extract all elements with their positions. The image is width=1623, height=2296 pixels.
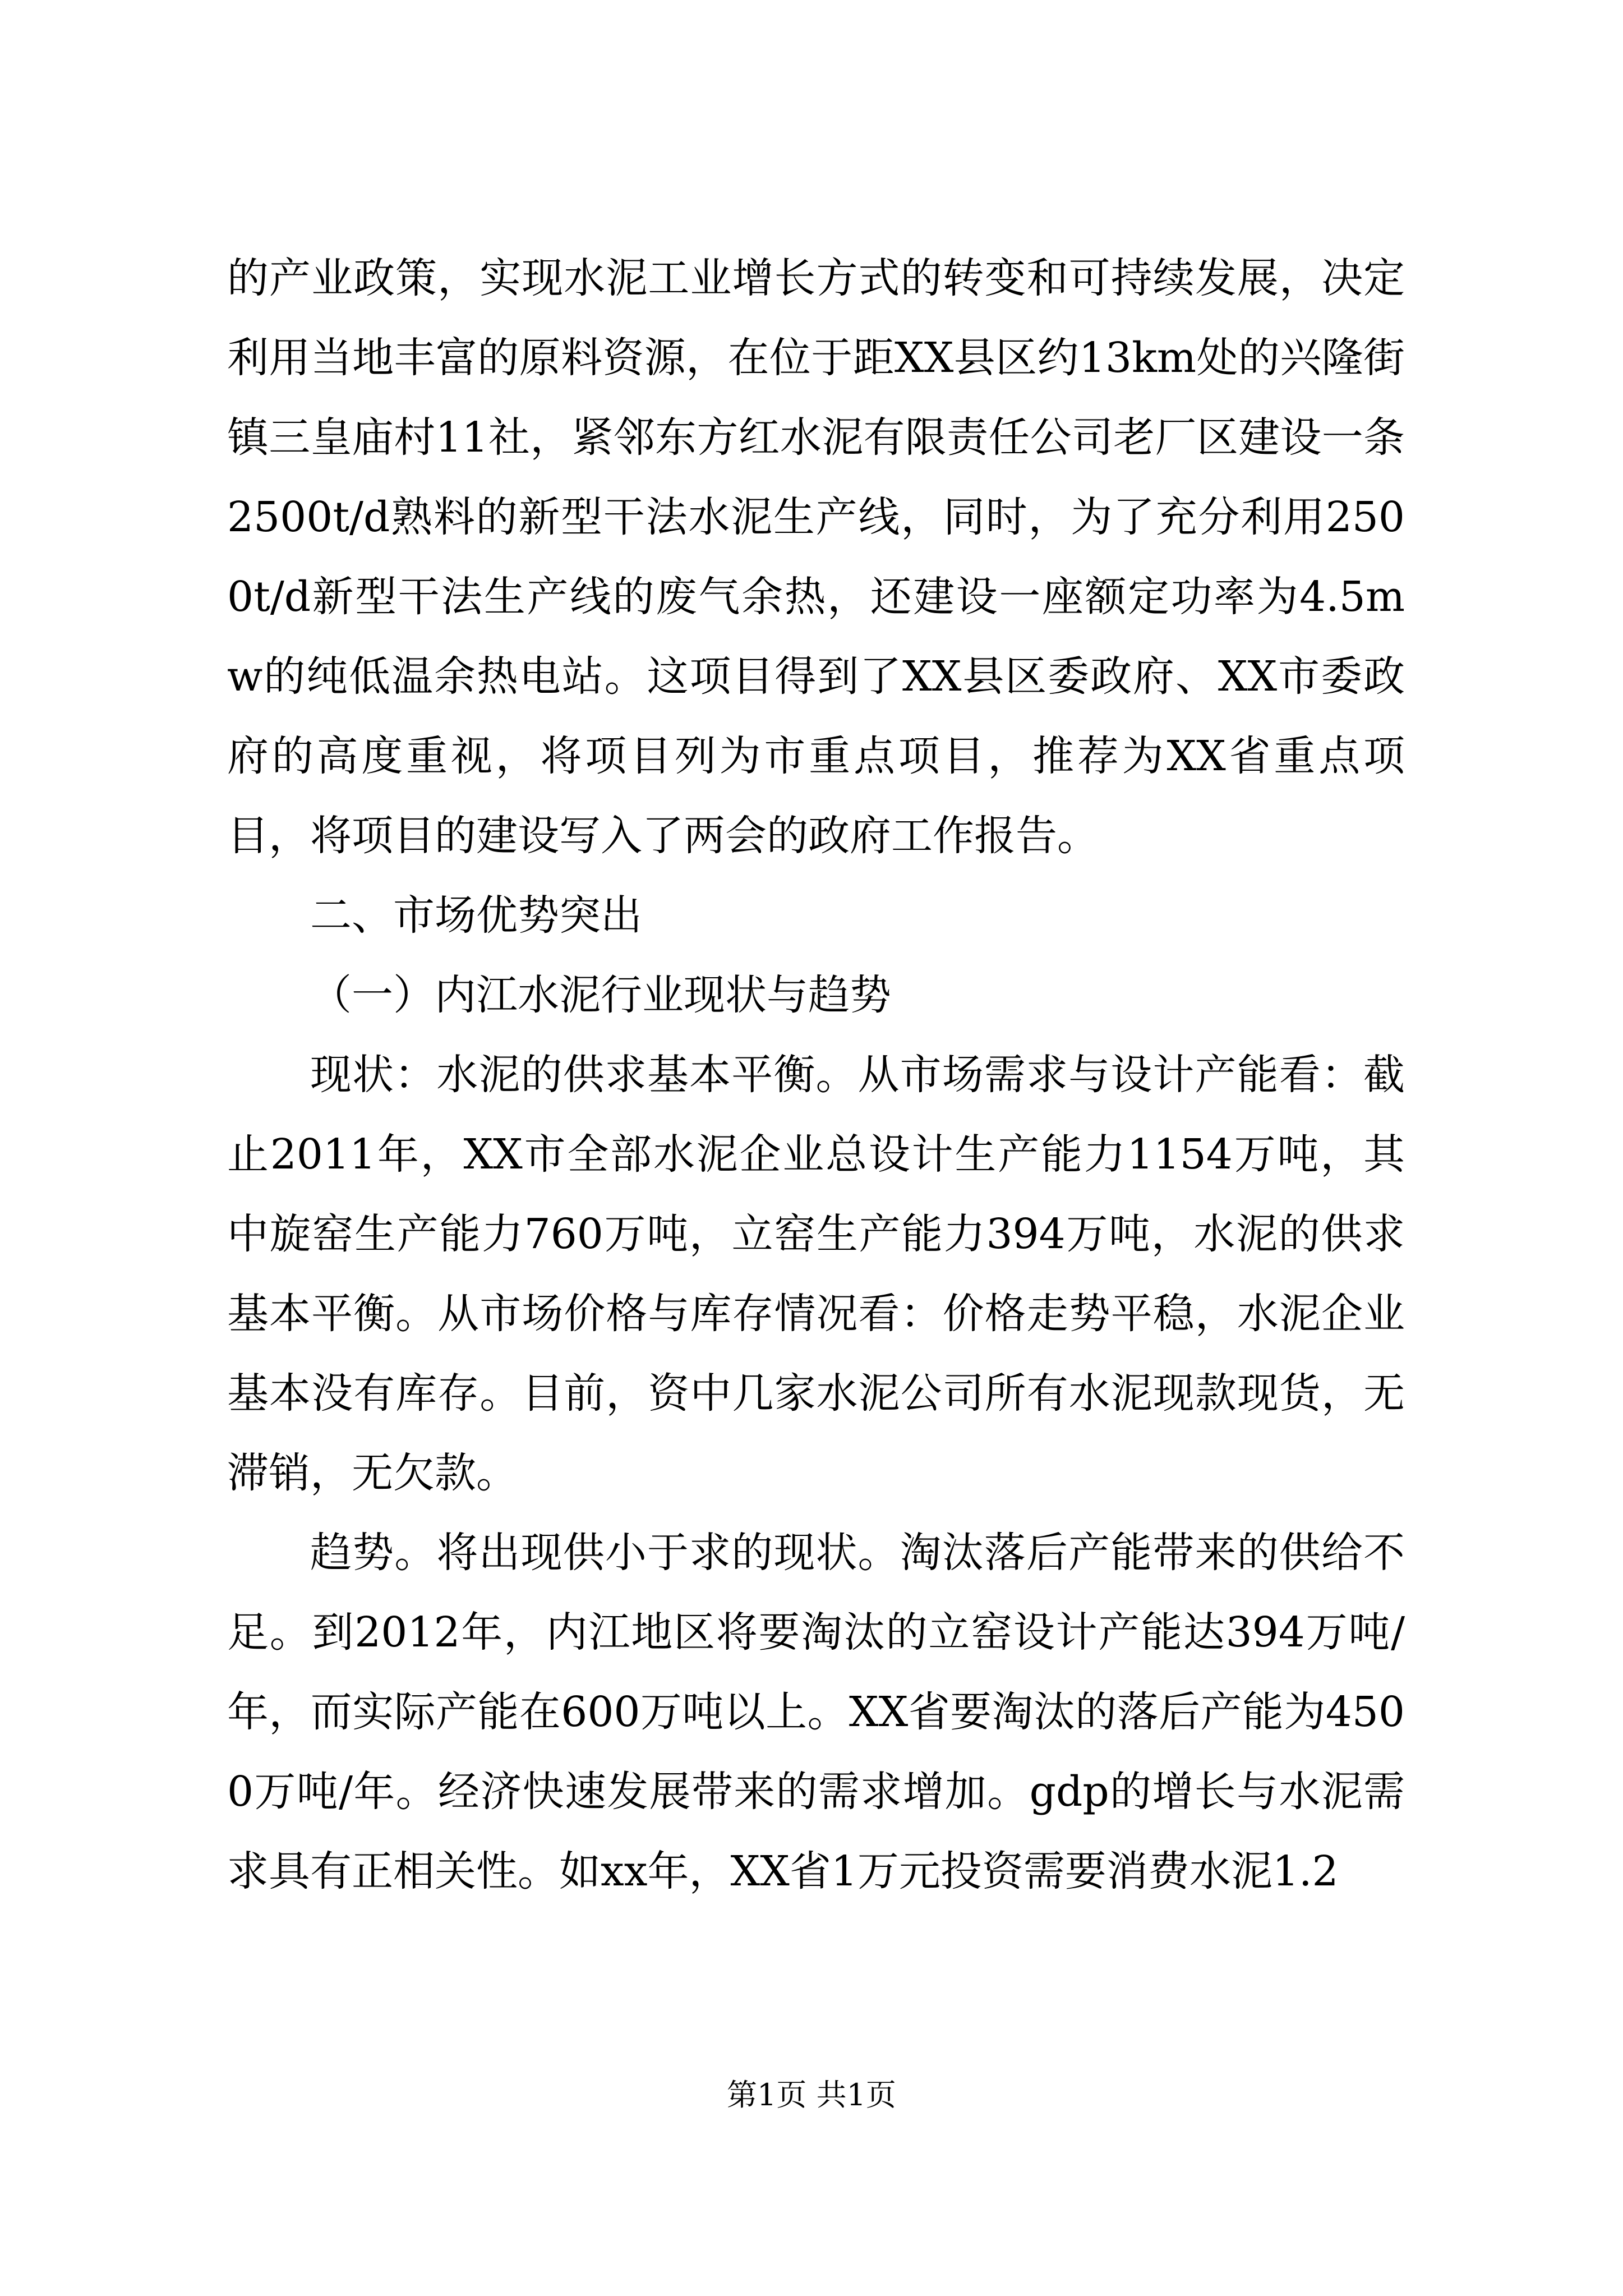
section-heading: 二、市场优势突出 — [310, 891, 642, 940]
subsection-heading: （一）内江水泥行业现状与趋势 — [310, 971, 891, 1019]
page-footer: 第1页 共1页 — [727, 2077, 896, 2113]
paragraph-status: 现状：水泥的供求基本平衡。从市场需求与设计产能看：截止2011年，XX市全部水泥企业总设计生产能力1154万吨，其中旋窑生产能力760万吨，立窑生产能力394万吨，水泥的供求基本平衡。从市场价格与库存情况看：价格走势平稳，水泥企业基本没有库存。目前，资中几家水泥公司所有水泥现款现货，无滞销，无欠款。 — [227, 1051, 1405, 1497]
document-body — [227, 238, 1405, 1911]
paragraph-continuation: 的产业政策，实现水泥工业增长方式的转变和可持续发展，决定利用当地丰富的原料资源，在位于距XX县区约13km处的兴隆街镇三皇庙村11社，紧邻东方红水泥有限责任公司老厂区建设一条2500t/d熟料的新型干法水泥生产线，同时，为了充分利用2500t/d新型干法生产线的废气余热，还建设一座额定功率为4.5mw的纯低温余热电站。这项目得到了XX县区委政府、XX市委政府的高度重视，将项目列为市重点项目，推荐为XX省重点项目，将项目的建设写入了两会的政府工作报告。 — [227, 254, 1405, 860]
paragraph-trend: 趋势。将出现供小于求的现状。淘汰落后产能带来的供给不足。到2012年，内江地区将要淘汰的立窑设计产能达394万吨/年，而实际产能在600万吨以上。XX省要淘汰的落后产能为4500万吨/年。经济快速发展带来的需求增加。gdp的增长与水泥需求具有正相关性。如xx年，XX省1万元投资需要消费水泥1.2 — [227, 1529, 1405, 1895]
